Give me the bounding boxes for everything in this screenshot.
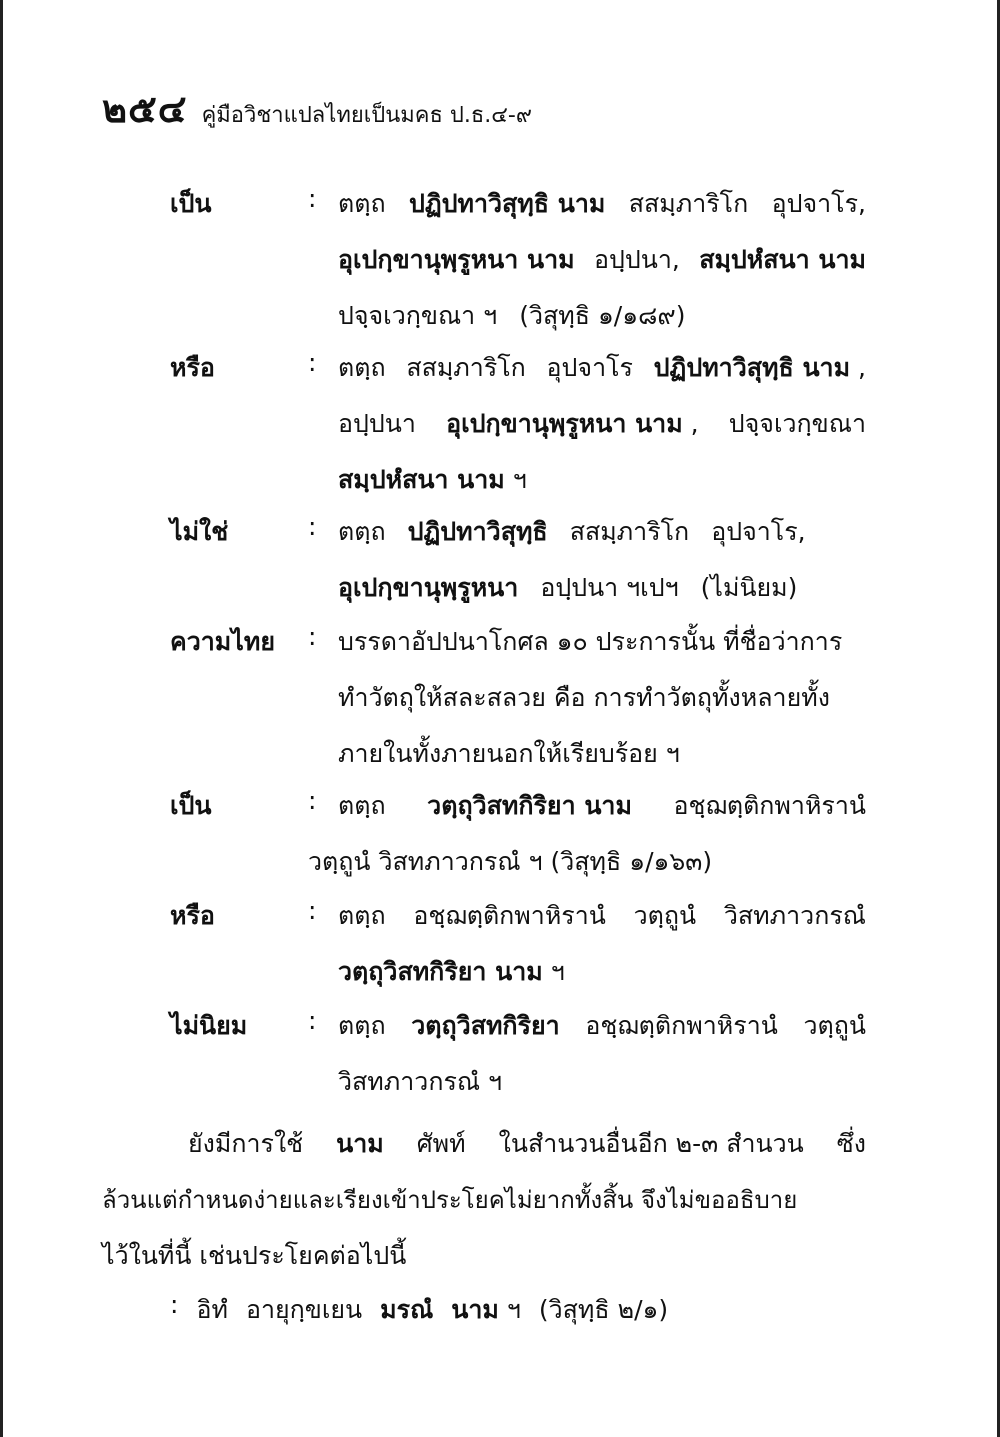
word: อชฺฌตฺติกพาหิรานํ [585,1011,778,1040]
word: อุเปกฺขานุพฺรูหนา นาม [338,245,575,274]
entry-line: วิสทภาวกรณํ ฯ [338,1067,503,1096]
entry-line: ภายในทั้งภายนอกให้เรียบร้อย ฯ [338,739,680,768]
entry-label: ไม่ใช่ [170,517,229,546]
word: ยังมีการใช้ [188,1129,304,1158]
word: อชฺฌตฺติกพาหิรานํ [673,791,866,820]
entry-colon: : [308,896,317,925]
citation: (วิสุทฺธิ ๑/๑๘๙) [519,301,686,330]
word: ในสำนวนอื่นอีก ๒-๓ สำนวน [498,1129,804,1158]
entry-colon: : [308,786,317,815]
entry-label: หรือ [170,901,215,930]
word: สสมฺภาริโก [569,517,690,546]
word: (ไม่นิยม) [700,573,798,602]
word: อิทํ [196,1295,228,1324]
word: อายุกฺขเยน [245,1295,363,1324]
word: อปฺปนา, [593,245,680,274]
word: สมฺปหํสนา นาม [699,245,866,274]
entry-line [338,460,866,500]
example-line [170,1290,668,1330]
paragraph-line: ล้วนแต่กำหนดง่ายและเรียงเข้าประโยคไม่ยากทั้งสิ้น จึงไม่ขออธิบาย [102,1186,798,1214]
word: นาม [336,1129,384,1158]
entry-colon: : [308,1006,317,1035]
entry-line: วตฺถูนํ วิสทภาวกรณํ ฯ (วิสุทฺธิ ๑/๑๖๓) [308,847,713,876]
word: วตฺถูนํ [633,901,697,930]
word: ตตฺถ [338,353,386,382]
word: ปจฺจเวกฺขณา ฯ [338,301,498,330]
entry-label: เป็น [170,791,212,820]
entry-line [338,184,866,224]
entry-colon: : [308,622,317,651]
page-number: ๒๕๔ [102,87,188,131]
word: ตตฺถ [338,901,386,930]
entry-label: เป็น [170,189,212,218]
citation: (วิสุทฺธิ ๒/๑) [538,1295,669,1324]
word: อุเปกฺขานุพฺรูหนา นาม , [446,409,699,438]
word: สมฺปหํสนา นาม ฯ [338,465,527,494]
entry-line [338,952,866,992]
word: ตตฺถ [338,189,386,218]
word: อปฺปนา ฯเปฯ [540,573,679,602]
entry-line [338,1006,866,1046]
word: ปฏิปทาวิสุทฺธิ นาม , [653,353,866,382]
entry-line [338,896,866,936]
word: มรณํ [380,1295,434,1324]
word: นาม ฯ [451,1295,521,1324]
word: ตตฺถ [338,517,386,546]
word: วตฺถุวิสทกิริยา [411,1011,560,1040]
entry-line: บรรดาอัปปนาโกศล ๑๐ ประการนั้น ที่ชื่อว่าการ [338,627,843,656]
word: วิสทภาวกรณํ [723,901,866,930]
word: ตตฺถ [338,791,386,820]
entry-line [338,348,866,388]
entry-line: ทำวัตถุให้สละสลวย คือ การทำวัตถุทั้งหลายทั้ง [338,683,830,712]
entry-colon: : [308,348,317,377]
word: วตฺถูนํ [803,1011,866,1040]
entry-label: ไม่นิยม [170,1011,248,1040]
book-title: คู่มือวิชาแปลไทยเป็นมคธ ป.ธ.๔-๙ [201,103,532,128]
word: อปฺปนา [338,409,416,438]
word: ปจฺจเวกฺขณา [728,409,866,438]
entry-line [338,404,866,444]
word: ปฏิปทาวิสุทฺธิ นาม [408,189,606,218]
example-colon: : [170,1290,179,1319]
entry-label: ความไทย [170,627,275,656]
word: สสมฺภาริโก [406,353,526,382]
word: อุปจาโร [546,353,633,382]
entry-label: หรือ [170,353,215,382]
entry-line [338,240,866,280]
word: วตฺถุวิสทกิริยา นาม ฯ [338,957,565,986]
entry-line [338,296,866,336]
word: วตฺถุวิสทกิริยา นาม [427,791,632,820]
entry-line [338,512,866,552]
word: อุเปกฺขานุพฺรูหนา [338,573,519,602]
entry-colon: : [308,184,317,213]
entry-line [338,568,866,608]
paragraph-line: ไว้ในที่นี้ เช่นประโยคต่อไปนี้ [102,1241,407,1270]
page-header [102,78,532,131]
entry-colon: : [308,512,317,541]
word: ตตฺถ [338,1011,386,1040]
paragraph-line [188,1124,866,1164]
word: ซึ่ง [836,1129,866,1158]
entry-line [338,786,866,826]
word: ศัพท์ [416,1129,466,1158]
word: อุปจาโร, [711,517,806,546]
word: ปฏิปทาวิสุทฺธิ [407,517,548,546]
word: สสมฺภาริโก [628,189,749,218]
word: อชฺฌตฺติกพาหิรานํ [413,901,606,930]
word: อุปจาโร, [771,189,866,218]
